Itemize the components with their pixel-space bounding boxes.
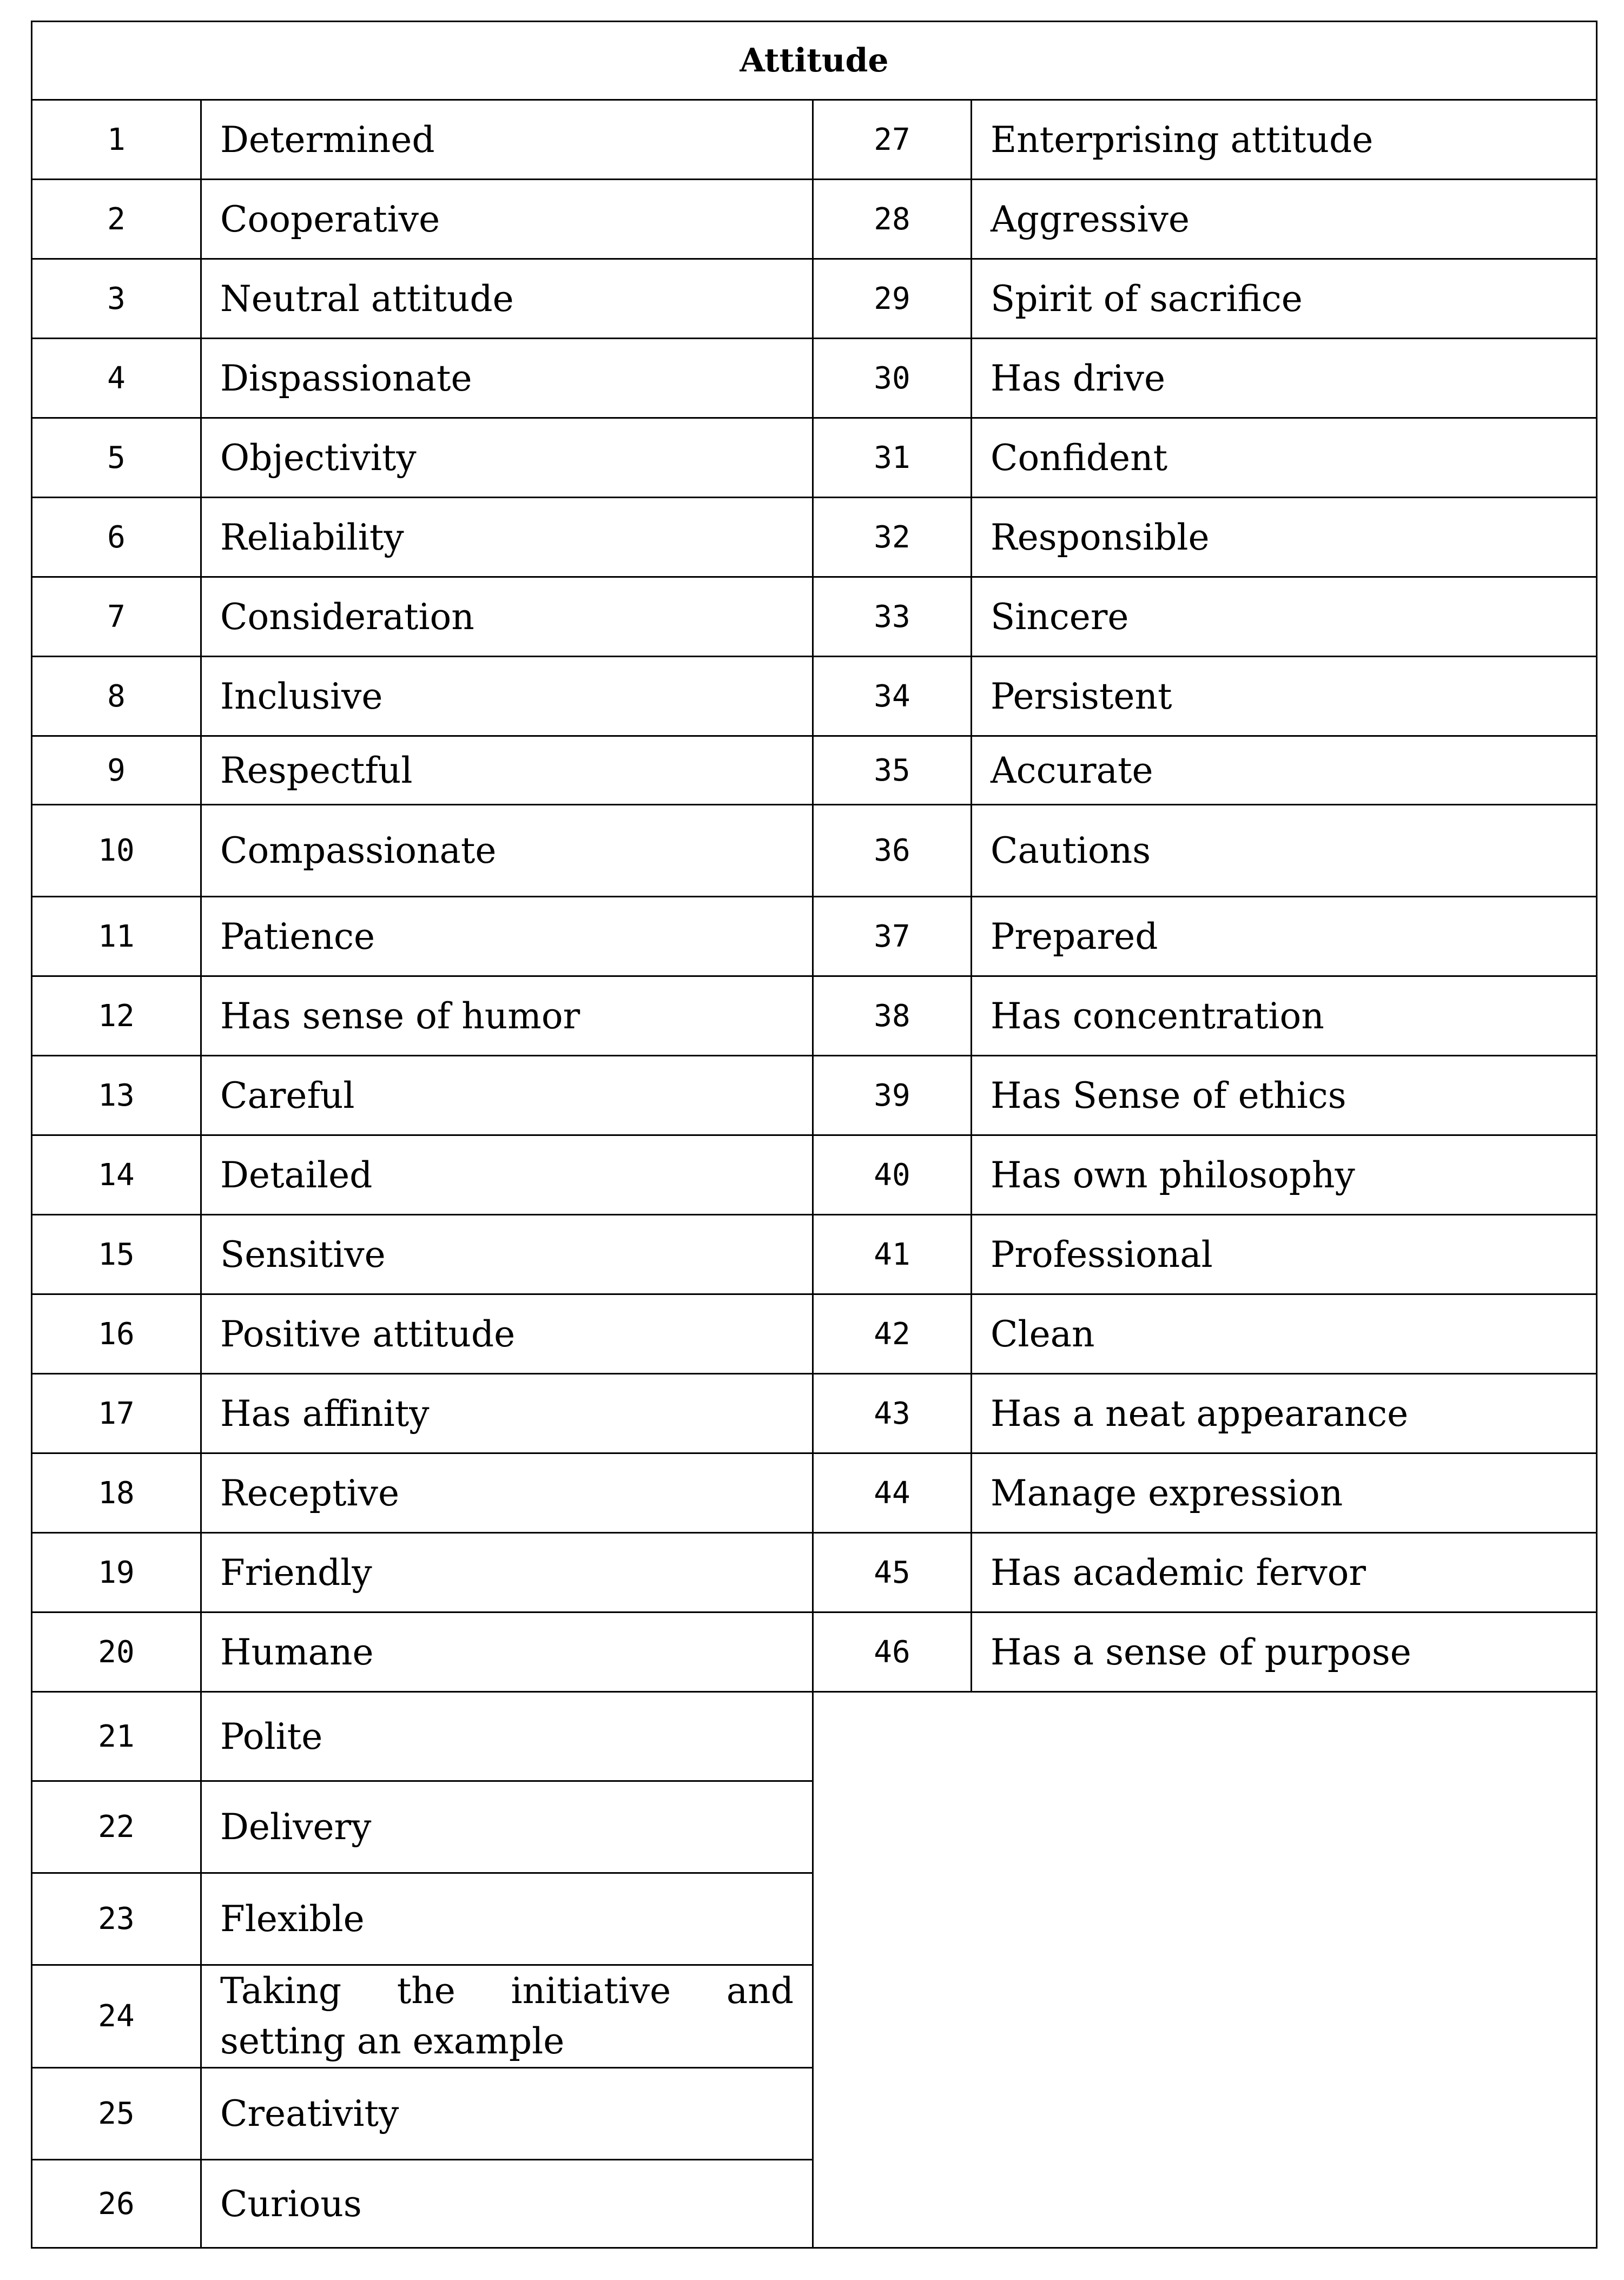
item-label: Has academic fervor (972, 1533, 1597, 1612)
item-number: 15 (32, 1215, 201, 1294)
item-number: 37 (813, 897, 972, 976)
item-label: Accurate (972, 736, 1597, 805)
item-number: 32 (813, 498, 972, 577)
item-label: Positive attitude (201, 1294, 813, 1374)
item-number: 30 (813, 339, 972, 418)
item-number: 43 (813, 1374, 972, 1453)
item-number: 38 (813, 976, 972, 1056)
table-row (32, 1135, 1597, 1215)
item-label: Has a neat appearance (972, 1374, 1597, 1453)
item-number: 13 (32, 1056, 201, 1135)
table-row (32, 100, 1597, 180)
item-number: 46 (813, 1612, 972, 1692)
item-number: 42 (813, 1294, 972, 1374)
item-label: Prepared (972, 897, 1597, 976)
item-number: 4 (32, 339, 201, 418)
item-number: 16 (32, 1294, 201, 1374)
item-label: Cautions (972, 805, 1597, 897)
item-number: 31 (813, 418, 972, 498)
item-number: 44 (813, 1453, 972, 1533)
item-label: Respectful (201, 736, 813, 805)
item-label: Confident (972, 418, 1597, 498)
item-number: 14 (32, 1135, 201, 1215)
item-number: 9 (32, 736, 201, 805)
item-number: 25 (32, 2068, 201, 2160)
item-label: Clean (972, 1294, 1597, 1374)
item-label: Aggressive (972, 180, 1597, 259)
table-row (32, 1692, 1597, 1781)
item-label: Dispassionate (201, 339, 813, 418)
item-number: 24 (32, 1965, 201, 2068)
item-label: Has affinity (201, 1374, 813, 1453)
empty-cell (813, 1692, 1597, 2248)
item-number: 5 (32, 418, 201, 498)
item-number: 35 (813, 736, 972, 805)
table-row (32, 259, 1597, 339)
table-row (32, 577, 1597, 657)
item-label: Has Sense of ethics (972, 1056, 1597, 1135)
item-number: 1 (32, 100, 201, 180)
item-number: 10 (32, 805, 201, 897)
table-row (32, 805, 1597, 897)
item-number: 27 (813, 100, 972, 180)
table-row (32, 657, 1597, 736)
item-label: Enterprising attitude (972, 100, 1597, 180)
item-number: 34 (813, 657, 972, 736)
item-label: Consideration (201, 577, 813, 657)
item-label: Spirit of sacrifice (972, 259, 1597, 339)
table-row (32, 736, 1597, 805)
item-number: 26 (32, 2160, 201, 2248)
item-label: Manage expression (972, 1453, 1597, 1533)
item-number: 20 (32, 1612, 201, 1692)
item-label: Determined (201, 100, 813, 180)
item-label: Careful (201, 1056, 813, 1135)
item-label: Compassionate (201, 805, 813, 897)
item-label: Curious (201, 2160, 813, 2248)
item-label: Professional (972, 1215, 1597, 1294)
item-number: 22 (32, 1781, 201, 1873)
item-label: Cooperative (201, 180, 813, 259)
title-row (32, 22, 1597, 100)
table-row (32, 1533, 1597, 1612)
item-label: Taking the initiative and setting an example (201, 1965, 813, 2068)
item-label: Reliability (201, 498, 813, 577)
item-label: Has own philosophy (972, 1135, 1597, 1215)
table-row (32, 339, 1597, 418)
table-row (32, 1056, 1597, 1135)
item-number: 12 (32, 976, 201, 1056)
item-label: Sincere (972, 577, 1597, 657)
item-label: Delivery (201, 1781, 813, 1873)
item-label: Responsible (972, 498, 1597, 577)
table-row (32, 498, 1597, 577)
item-number: 7 (32, 577, 201, 657)
item-label: Creativity (201, 2068, 813, 2160)
item-number: 40 (813, 1135, 972, 1215)
item-number: 21 (32, 1692, 201, 1781)
table-row (32, 976, 1597, 1056)
item-label: Flexible (201, 1873, 813, 1965)
item-number: 39 (813, 1056, 972, 1135)
attitude-table (31, 21, 1597, 2249)
item-label: Has a sense of purpose (972, 1612, 1597, 1692)
item-number: 11 (32, 897, 201, 976)
item-label: Humane (201, 1612, 813, 1692)
item-number: 29 (813, 259, 972, 339)
item-label: Objectivity (201, 418, 813, 498)
item-number: 18 (32, 1453, 201, 1533)
item-label: Receptive (201, 1453, 813, 1533)
item-label: Persistent (972, 657, 1597, 736)
item-number: 17 (32, 1374, 201, 1453)
item-label: Has sense of humor (201, 976, 813, 1056)
item-label: Detailed (201, 1135, 813, 1215)
item-number: 2 (32, 180, 201, 259)
table-title: Attitude (32, 22, 1597, 100)
item-label: Sensitive (201, 1215, 813, 1294)
item-label: Has concentration (972, 976, 1597, 1056)
item-number: 45 (813, 1533, 972, 1612)
table-row (32, 1374, 1597, 1453)
item-number: 33 (813, 577, 972, 657)
item-label: Polite (201, 1692, 813, 1781)
item-number: 36 (813, 805, 972, 897)
table-row (32, 180, 1597, 259)
table-row (32, 897, 1597, 976)
item-number: 41 (813, 1215, 972, 1294)
item-number: 8 (32, 657, 201, 736)
table-row (32, 1215, 1597, 1294)
item-label: Friendly (201, 1533, 813, 1612)
table-row (32, 1612, 1597, 1692)
item-number: 23 (32, 1873, 201, 1965)
item-label: Has drive (972, 339, 1597, 418)
item-number: 3 (32, 259, 201, 339)
item-label: Patience (201, 897, 813, 976)
table-row (32, 1453, 1597, 1533)
item-label: Neutral attitude (201, 259, 813, 339)
item-number: 19 (32, 1533, 201, 1612)
table-row (32, 418, 1597, 498)
table-row (32, 1294, 1597, 1374)
item-number: 6 (32, 498, 201, 577)
item-number: 28 (813, 180, 972, 259)
item-label: Inclusive (201, 657, 813, 736)
